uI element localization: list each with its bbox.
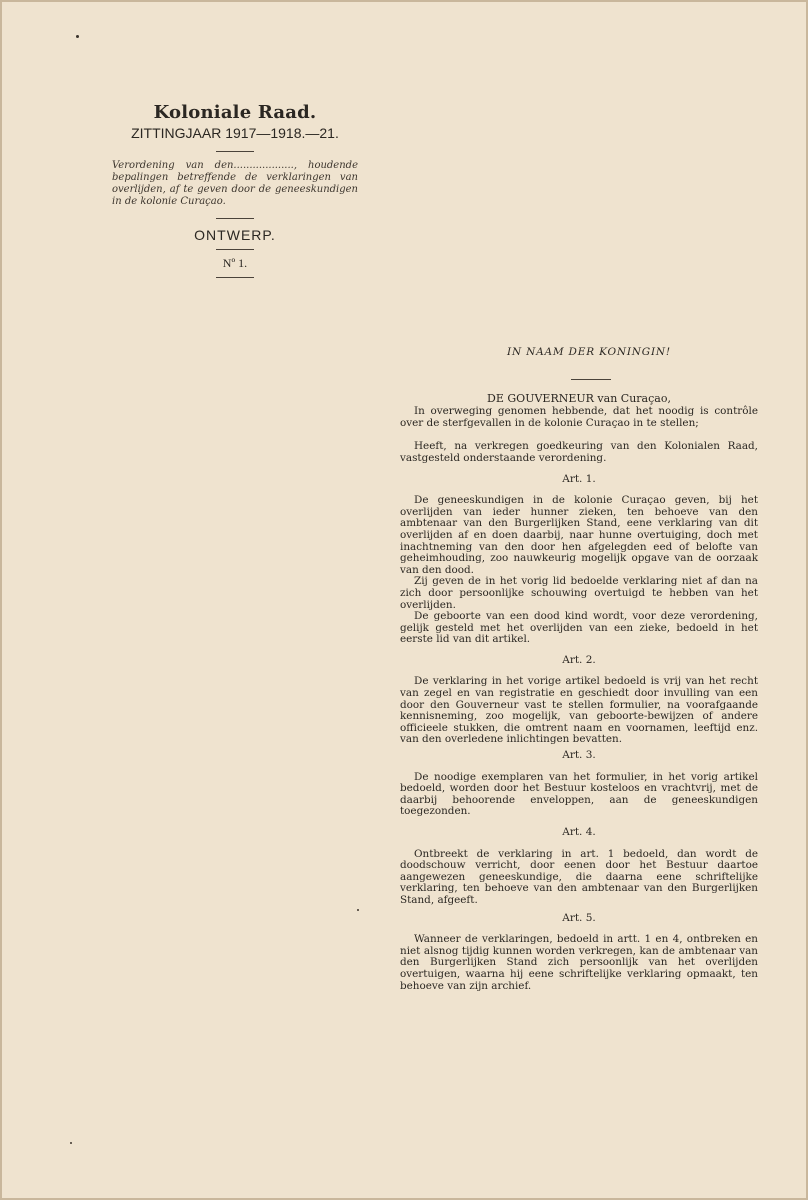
article-heading: Art. 2. — [562, 653, 596, 666]
article-paragraph: De geneeskundigen in de kolonie Curaçao geven, bij het overlijden van ieder hunner zieken, ten behoeve van den ambtenaar van den Burgerlijken Stand, eene verklaring van dit overlijden af en doen daarbij, naar hunne overtuiging, doch met inachtneming van den door hen afgelegden eed of belofte van geheimhouding, zoo nauwkeurig mogelijk opgave van de oorzaak van den dood. — [400, 494, 758, 576]
divider — [216, 151, 254, 152]
divider — [216, 218, 254, 219]
document-number: Nº 1. — [222, 256, 248, 270]
session-year: ZITTINGJAAR 1917—1918.—21. — [131, 125, 339, 141]
article-paragraph: Zij geven de in het vorig lid bedoelde verklaring niet af dan na zich door persoonlijke schouwing overtuigd te hebben van het overlijden. — [400, 575, 758, 611]
council-title: Koloniale Raad. — [153, 102, 317, 123]
draft-label: ONTWERP. — [194, 227, 276, 243]
article-heading: Art. 5. — [562, 911, 596, 924]
governor-line: DE GOUVERNEUR van Curaçao, — [487, 391, 671, 405]
paper-speck — [357, 909, 359, 911]
article-paragraph: Ontbreekt de verklaring in art. 1 bedoeld, dan wordt de doodschouw verricht, door eenen door het Bestuur daartoe aangewezen geneeskundige, die daarna eene schriftelijke verklaring, ten behoeve van den ambtenaar van den Burgerlijken Stand, afgeeft. — [400, 847, 758, 906]
article-paragraph: De verklaring in het vorige artikel bedoeld is vrij van het recht van zegel en van registratie en geschiedt door invulling van een door den Gouverneur vast te stellen formulier, na voorafgaande kennisneming, zoo mogelijk, van geboorte-bewijzen of andere officieele stukken, die omtrent naam en voornamen, leeftijd enz. van den overledene inlichtingen bevatten. — [400, 675, 758, 746]
divider — [571, 379, 611, 380]
article-heading: Art. 1. — [562, 472, 596, 485]
divider — [216, 277, 254, 278]
ordinance-body — [400, 347, 758, 992]
document-header — [110, 102, 360, 278]
paper-speck — [70, 1142, 72, 1144]
article-paragraph: Wanneer de verklaringen, bedoeld in artt. 1 en 4, ontbreken en niet alsnog tijdig kunnen worden verkregen, kan de ambtenaar van den Burgerlijken Stand zich persoonlijk van het overlijden overtuigen, waarna hij eene schriftelijke verklaring opmaakt, ten behoeve van zijn archief. — [400, 933, 758, 992]
article-paragraph: De geboorte van een dood kind wordt, voor deze verordening, gelijk gesteld met het overlijden van een zieke, bedoeld in het eerste lid van dit artikel. — [400, 610, 758, 646]
considering-paragraph: In overweging genomen hebbende, dat het noodig is contrôle over de sterfgevallen in de kolonie Curaçao in te stellen; — [400, 405, 758, 429]
article-heading: Art. 4. — [562, 826, 596, 838]
ordinance-description: Verordening van den..................., houdende bepalingen betreffende de verklaringen van overlijden, af te geven door de geneeskundigen in de kolonie Curaçao. — [112, 160, 358, 207]
invocation: IN NAAM DER KONINGIN! — [507, 346, 671, 358]
paper-speck — [76, 35, 79, 38]
enactment-paragraph: Heeft, na verkregen goedkeuring van den Kolonialen Raad, vastgesteld onderstaande verordening. — [400, 440, 758, 464]
article-heading: Art. 3. — [562, 749, 596, 762]
article-paragraph: De noodige exemplaren van het formulier, in het vorig artikel bedoeld, worden door het Bestuur kosteloos en vrachtvrij, met de daarbij behoorende enveloppen, aan de geneeskundigen toegezonden. — [400, 770, 758, 818]
divider — [216, 249, 254, 250]
